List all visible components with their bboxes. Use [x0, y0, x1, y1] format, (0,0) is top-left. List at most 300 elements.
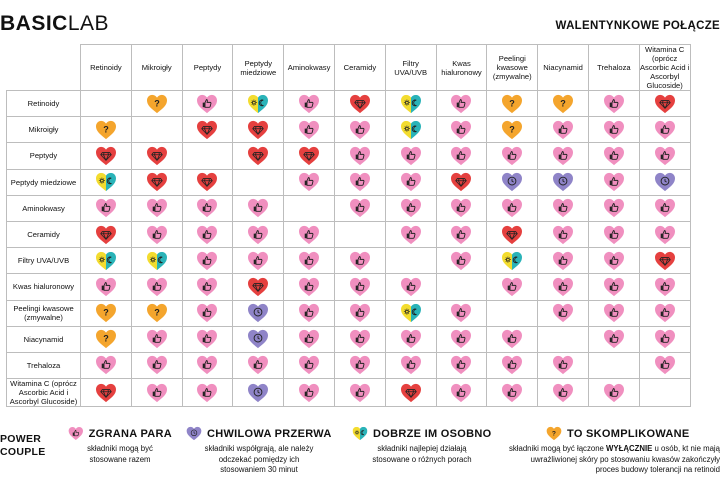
diamond-heart-icon — [146, 146, 168, 166]
diamond-heart-icon — [654, 94, 676, 114]
column-header: Ceramidy — [334, 45, 385, 91]
compat-cell — [588, 117, 639, 143]
clock-heart-icon — [501, 172, 523, 192]
thumbs-up-heart-icon — [552, 120, 574, 140]
diamond-heart-icon — [247, 120, 269, 140]
compat-cell — [131, 248, 182, 274]
thumbs-up-heart-icon — [247, 198, 269, 218]
compat-cell — [487, 221, 538, 247]
compat-cell — [385, 195, 436, 221]
compat-cell — [81, 274, 132, 300]
diamond-heart-icon — [95, 383, 117, 403]
sun-moon-heart-icon — [501, 251, 523, 271]
column-header: Filtry UVA/UVB — [385, 45, 436, 91]
thumbs-up-heart-icon — [450, 355, 472, 375]
compat-cell — [334, 91, 385, 117]
clock-heart-icon — [186, 426, 202, 441]
compat-cell — [436, 274, 487, 300]
table-body — [7, 91, 691, 407]
table-row — [7, 143, 691, 169]
compat-cell — [284, 91, 335, 117]
table-row — [7, 248, 691, 274]
compat-cell — [131, 117, 182, 143]
compat-cell — [487, 248, 538, 274]
thumbs-up-heart-icon — [247, 355, 269, 375]
svg-text:?: ? — [509, 98, 516, 109]
clock-heart-icon — [552, 172, 574, 192]
compatibility-table — [6, 44, 691, 407]
thumbs-up-heart-icon — [400, 198, 422, 218]
compat-cell — [436, 143, 487, 169]
thumbs-up-heart-icon — [349, 172, 371, 192]
svg-text:?: ? — [551, 430, 557, 438]
thumbs-up-heart-icon — [349, 329, 371, 349]
compat-cell — [81, 300, 132, 326]
column-header: Trehaloza — [588, 45, 639, 91]
thumbs-up-heart-icon — [450, 146, 472, 166]
compat-cell — [334, 326, 385, 352]
compat-cell — [182, 117, 233, 143]
thumbs-up-heart-icon — [400, 355, 422, 375]
thumbs-up-heart-icon — [450, 303, 472, 323]
row-header: Mikroigły — [7, 117, 81, 143]
compat-cell — [385, 379, 436, 407]
compat-cell — [385, 169, 436, 195]
compat-cell — [81, 379, 132, 407]
compat-cell — [182, 91, 233, 117]
row-header: Aminokwasy — [7, 195, 81, 221]
compat-cell — [81, 169, 132, 195]
compat-cell — [385, 91, 436, 117]
column-header: Peptydy — [182, 45, 233, 91]
compat-cell — [233, 117, 284, 143]
compat-cell — [385, 143, 436, 169]
compat-cell — [588, 91, 639, 117]
thumbs-up-heart-icon — [196, 198, 218, 218]
compat-cell — [81, 352, 132, 378]
thumbs-up-heart-icon — [501, 355, 523, 375]
compat-cell — [538, 91, 589, 117]
thumbs-up-heart-icon — [450, 251, 472, 271]
thumbs-up-heart-icon — [298, 383, 320, 403]
thumbs-up-heart-icon — [603, 225, 625, 245]
compat-cell — [284, 221, 335, 247]
compat-cell — [334, 248, 385, 274]
thumbs-up-heart-icon — [95, 355, 117, 375]
diamond-heart-icon — [247, 277, 269, 297]
clock-heart-icon — [654, 172, 676, 192]
thumbs-up-heart-icon — [298, 172, 320, 192]
thumbs-up-heart-icon — [654, 303, 676, 323]
compat-cell — [385, 117, 436, 143]
sun-moon-heart-icon — [95, 251, 117, 271]
compat-cell — [233, 91, 284, 117]
thumbs-up-heart-icon — [68, 426, 84, 441]
diamond-heart-icon — [349, 94, 371, 114]
compat-cell — [284, 169, 335, 195]
table-row — [7, 326, 691, 352]
compat-cell — [233, 274, 284, 300]
question-heart-icon — [146, 303, 168, 323]
compat-cell — [233, 326, 284, 352]
thumbs-up-heart-icon — [552, 383, 574, 403]
diamond-heart-icon — [95, 146, 117, 166]
thumbs-up-heart-icon — [603, 120, 625, 140]
diamond-heart-icon — [450, 172, 472, 192]
compat-cell — [538, 143, 589, 169]
compat-cell — [588, 352, 639, 378]
compat-cell — [538, 379, 589, 407]
thumbs-up-heart-icon — [654, 198, 676, 218]
thumbs-up-heart-icon — [196, 329, 218, 349]
compat-cell — [538, 195, 589, 221]
compat-cell — [385, 326, 436, 352]
compat-cell — [538, 274, 589, 300]
compat-cell — [233, 143, 284, 169]
compat-cell — [588, 143, 639, 169]
row-header: Peptydy — [7, 143, 81, 169]
question-heart-icon — [546, 426, 562, 441]
compat-cell — [131, 352, 182, 378]
thumbs-up-heart-icon — [349, 383, 371, 403]
thumbs-up-heart-icon — [450, 94, 472, 114]
diamond-heart-icon — [400, 383, 422, 403]
thumbs-up-heart-icon — [450, 383, 472, 403]
thumbs-up-heart-icon — [603, 172, 625, 192]
compat-cell — [182, 300, 233, 326]
question-heart-icon — [501, 94, 523, 114]
compat-cell — [334, 379, 385, 407]
table-row — [7, 169, 691, 195]
thumbs-up-heart-icon — [501, 277, 523, 297]
clock-heart-icon — [247, 303, 269, 323]
compat-cell — [233, 195, 284, 221]
compat-cell — [284, 274, 335, 300]
compat-cell — [385, 300, 436, 326]
compat-cell — [487, 352, 538, 378]
clock-heart-icon — [247, 329, 269, 349]
thumbs-up-heart-icon — [501, 329, 523, 349]
compat-cell — [538, 352, 589, 378]
thumbs-up-heart-icon — [501, 383, 523, 403]
table-row — [7, 221, 691, 247]
compat-cell — [284, 326, 335, 352]
legend-chwilowa-przerwa: CHWILOWA PRZERWA składniki współgrają, ale należy odczekać pomiędzy ich stosowaniem 30 minut — [186, 426, 332, 476]
compat-cell — [131, 326, 182, 352]
compat-cell — [284, 143, 335, 169]
compat-cell — [131, 143, 182, 169]
compat-cell — [334, 143, 385, 169]
row-header: Kwas hialuronowy — [7, 274, 81, 300]
compat-cell — [436, 300, 487, 326]
compat-cell — [182, 379, 233, 407]
compat-cell — [284, 379, 335, 407]
compat-cell — [436, 248, 487, 274]
compat-cell — [436, 195, 487, 221]
row-header: Peptydy miedziowe — [7, 169, 81, 195]
compat-cell — [538, 169, 589, 195]
compat-cell — [588, 169, 639, 195]
sun-moon-heart-icon — [247, 94, 269, 114]
compat-cell — [284, 195, 335, 221]
thumbs-up-heart-icon — [450, 329, 472, 349]
row-header: Filtry UVA/UVB — [7, 248, 81, 274]
question-heart-icon — [552, 94, 574, 114]
compat-cell — [182, 274, 233, 300]
compat-cell — [131, 195, 182, 221]
thumbs-up-heart-icon — [146, 383, 168, 403]
thumbs-up-heart-icon — [603, 329, 625, 349]
svg-text:?: ? — [509, 124, 516, 135]
question-heart-icon — [501, 120, 523, 140]
thumbs-up-heart-icon — [654, 355, 676, 375]
thumbs-up-heart-icon — [196, 303, 218, 323]
compat-cell — [284, 117, 335, 143]
thumbs-up-heart-icon — [654, 146, 676, 166]
thumbs-up-heart-icon — [552, 251, 574, 271]
thumbs-up-heart-icon — [146, 329, 168, 349]
compat-cell — [334, 169, 385, 195]
table-row — [7, 195, 691, 221]
sun-moon-heart-icon — [95, 172, 117, 192]
thumbs-up-heart-icon — [400, 172, 422, 192]
legend-to-skomplikowane-desc: składniki mogą być łączone WYŁĄCZNIE u osób, kt nie mają uwrażliwionej skóry po stosowaniu kwasów zakończyły proces budowy tolerancji na retinoid — [508, 444, 720, 474]
thumbs-up-heart-icon — [247, 251, 269, 271]
thumbs-up-heart-icon — [400, 277, 422, 297]
compat-cell — [436, 326, 487, 352]
compat-cell — [81, 221, 132, 247]
compat-cell — [639, 117, 690, 143]
thumbs-up-heart-icon — [196, 277, 218, 297]
thumbs-up-heart-icon — [400, 225, 422, 245]
compat-cell — [334, 300, 385, 326]
compat-cell — [639, 326, 690, 352]
compat-cell — [182, 248, 233, 274]
compat-cell — [487, 274, 538, 300]
thumbs-up-heart-icon — [196, 355, 218, 375]
row-header: Retinoidy — [7, 91, 81, 117]
sun-moon-heart-icon — [146, 251, 168, 271]
sun-moon-heart-icon — [352, 426, 368, 441]
thumbs-up-heart-icon — [450, 225, 472, 245]
thumbs-up-heart-icon — [298, 355, 320, 375]
thumbs-up-heart-icon — [196, 251, 218, 271]
thumbs-up-heart-icon — [552, 303, 574, 323]
thumbs-up-heart-icon — [552, 277, 574, 297]
compat-cell — [81, 326, 132, 352]
thumbs-up-heart-icon — [603, 383, 625, 403]
thumbs-up-heart-icon — [654, 329, 676, 349]
column-header: Peelingi kwasowe (zmywalne) — [487, 45, 538, 91]
thumbs-up-heart-icon — [552, 198, 574, 218]
compat-cell — [385, 248, 436, 274]
thumbs-up-heart-icon — [298, 120, 320, 140]
thumbs-up-heart-icon — [450, 120, 472, 140]
compat-cell — [131, 300, 182, 326]
compat-cell — [639, 379, 690, 407]
compat-cell — [538, 326, 589, 352]
thumbs-up-heart-icon — [552, 225, 574, 245]
question-heart-icon — [146, 94, 168, 114]
column-header: Kwas hialuronowy — [436, 45, 487, 91]
compat-cell — [487, 169, 538, 195]
thumbs-up-heart-icon — [196, 383, 218, 403]
diamond-heart-icon — [196, 120, 218, 140]
compat-cell — [487, 117, 538, 143]
compat-cell — [588, 326, 639, 352]
thumbs-up-heart-icon — [349, 303, 371, 323]
svg-text:?: ? — [103, 307, 109, 318]
thumbs-up-heart-icon — [400, 329, 422, 349]
compat-cell — [284, 248, 335, 274]
diamond-heart-icon — [95, 225, 117, 245]
compat-cell — [639, 221, 690, 247]
sun-moon-heart-icon — [400, 120, 422, 140]
svg-text:?: ? — [153, 307, 160, 318]
thumbs-up-heart-icon — [298, 277, 320, 297]
thumbs-up-heart-icon — [603, 303, 625, 323]
compat-cell — [538, 221, 589, 247]
table-row — [7, 352, 691, 378]
column-header: Niacynamid — [538, 45, 589, 91]
compat-cell — [639, 300, 690, 326]
compat-cell — [182, 352, 233, 378]
compat-cell — [81, 143, 132, 169]
compat-cell — [487, 91, 538, 117]
compat-cell — [334, 221, 385, 247]
legend-zgrana-para: ZGRANA PARA składniki mogą być stosowane razem — [68, 426, 172, 465]
compat-cell — [588, 300, 639, 326]
compat-cell — [385, 274, 436, 300]
compat-cell — [131, 221, 182, 247]
corner-cell — [7, 45, 81, 91]
svg-text:?: ? — [103, 124, 109, 135]
compat-cell — [538, 300, 589, 326]
diamond-heart-icon — [654, 251, 676, 271]
diamond-heart-icon — [146, 172, 168, 192]
thumbs-up-heart-icon — [298, 94, 320, 114]
compat-cell — [436, 352, 487, 378]
thumbs-up-heart-icon — [95, 277, 117, 297]
compat-cell — [233, 300, 284, 326]
thumbs-up-heart-icon — [552, 355, 574, 375]
thumbs-up-heart-icon — [603, 94, 625, 114]
question-heart-icon — [95, 120, 117, 140]
compat-cell — [639, 248, 690, 274]
thumbs-up-heart-icon — [603, 251, 625, 271]
thumbs-up-heart-icon — [654, 120, 676, 140]
row-header: Trehaloza — [7, 352, 81, 378]
diamond-heart-icon — [196, 172, 218, 192]
thumbs-up-heart-icon — [349, 277, 371, 297]
thumbs-up-heart-icon — [146, 198, 168, 218]
compat-cell — [436, 169, 487, 195]
compat-cell — [334, 352, 385, 378]
question-heart-icon — [95, 329, 117, 349]
column-header: Witamina C (oprócz Ascorbic Acid i Ascorbyl Glucoside) — [639, 45, 690, 90]
row-header: Witamina C (oprócz Ascorbic Acid i Ascorbyl Glucoside) — [7, 379, 81, 407]
compat-cell — [538, 248, 589, 274]
thumbs-up-heart-icon — [349, 198, 371, 218]
compat-cell — [182, 221, 233, 247]
clock-heart-icon — [247, 383, 269, 403]
thumbs-up-heart-icon — [654, 277, 676, 297]
compat-cell — [334, 117, 385, 143]
compat-cell — [233, 169, 284, 195]
compat-cell — [131, 169, 182, 195]
svg-text:?: ? — [103, 334, 109, 345]
compat-cell — [487, 143, 538, 169]
compat-cell — [487, 300, 538, 326]
compat-cell — [639, 91, 690, 117]
diamond-heart-icon — [247, 146, 269, 166]
legend-to-skomplikowane: ? TO SKOMPLIKOWANE składniki mogą być łączone WYŁĄCZNIE u osób, kt nie mają uwrażliwionej skóry po stosowaniu kwasów zakończyły proces budowy tolerancji na retinoid — [506, 426, 720, 476]
compat-cell — [284, 300, 335, 326]
thumbs-up-heart-icon — [196, 225, 218, 245]
table-row — [7, 379, 691, 407]
svg-text:?: ? — [560, 98, 566, 109]
compat-cell — [182, 195, 233, 221]
thumbs-up-heart-icon — [603, 198, 625, 218]
legend-dobrze-im-osobno: DOBRZE IM OSOBNO składniki najlepiej działają stosowane o różnych porach — [352, 426, 492, 465]
compat-cell — [334, 274, 385, 300]
compat-cell — [639, 195, 690, 221]
compat-cell — [436, 221, 487, 247]
thumbs-up-heart-icon — [501, 198, 523, 218]
compat-cell — [487, 195, 538, 221]
sun-moon-heart-icon — [400, 303, 422, 323]
compat-cell — [182, 326, 233, 352]
compat-cell — [385, 221, 436, 247]
compat-cell — [487, 326, 538, 352]
thumbs-up-heart-icon — [298, 251, 320, 271]
compat-cell — [639, 169, 690, 195]
diamond-heart-icon — [501, 225, 523, 245]
compat-cell — [284, 352, 335, 378]
question-heart-icon — [95, 303, 117, 323]
thumbs-up-heart-icon — [146, 277, 168, 297]
row-header: Ceramidy — [7, 221, 81, 247]
compat-cell — [588, 274, 639, 300]
thumbs-up-heart-icon — [146, 355, 168, 375]
compat-cell — [588, 379, 639, 407]
compat-cell — [233, 379, 284, 407]
diamond-heart-icon — [298, 146, 320, 166]
table-row — [7, 300, 691, 326]
compat-cell — [81, 248, 132, 274]
page-title: WALENTYNKOWE POŁĄCZE — [555, 20, 720, 32]
table-row — [7, 91, 691, 117]
thumbs-up-heart-icon — [349, 120, 371, 140]
compat-cell — [81, 117, 132, 143]
column-header: Mikroigły — [131, 45, 182, 91]
sun-moon-heart-icon — [400, 94, 422, 114]
compat-cell — [588, 195, 639, 221]
thumbs-up-heart-icon — [349, 251, 371, 271]
table-row — [7, 117, 691, 143]
compat-cell — [233, 221, 284, 247]
compat-cell — [588, 248, 639, 274]
thumbs-up-heart-icon — [349, 355, 371, 375]
compat-cell — [233, 352, 284, 378]
thumbs-up-heart-icon — [146, 225, 168, 245]
thumbs-up-heart-icon — [400, 146, 422, 166]
compat-cell — [233, 248, 284, 274]
compat-cell — [385, 352, 436, 378]
thumbs-up-heart-icon — [603, 146, 625, 166]
compat-cell — [436, 379, 487, 407]
compat-cell — [81, 91, 132, 117]
